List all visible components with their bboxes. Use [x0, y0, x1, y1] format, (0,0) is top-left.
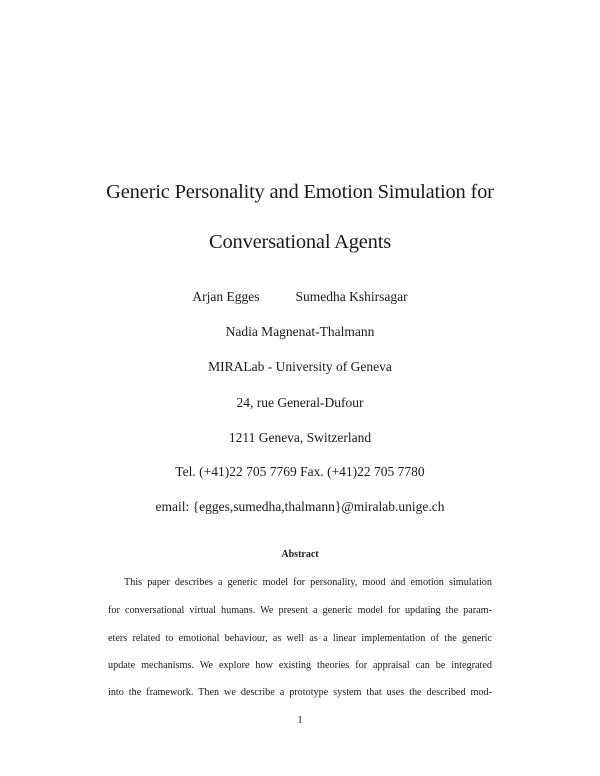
author-name-second: Nadia Magnenat-Thalmann	[225, 324, 375, 339]
city-address: 1211 Geneva, Switzerland	[228, 430, 372, 445]
authors-row	[0, 289, 600, 305]
abstract-line: eters related to emotional behaviour, as well as a linear implementation of the generic	[108, 633, 492, 644]
title-line-1: Generic Personality and Emotion Simulation for	[106, 181, 494, 203]
phone-fax: Tel. (+41)22 705 7769 Fax. (+41)22 705 7780	[175, 464, 425, 479]
abstract-line: for conversational virtual humans. We present a generic model for updating the param-	[108, 605, 492, 616]
email-address: email: {egges,sumedha,thalmann}@miralab.unige.ch	[155, 499, 445, 514]
author-name: Sumedha Kshirsagar	[295, 289, 408, 304]
abstract-line: This paper describes a generic model for personality, mood and emotion simulation	[124, 577, 492, 588]
title-line-2: Conversational Agents	[209, 231, 391, 253]
abstract-line: into the framework. Then we describe a prototype system that uses the described mod-	[108, 687, 492, 698]
street-address: 24, rue General-Dufour	[236, 395, 364, 410]
author-name: Arjan Egges	[192, 289, 260, 304]
abstract-line: update mechanisms. We explore how existing theories for appraisal can be integrated	[108, 660, 492, 671]
page-number: 1	[297, 714, 303, 726]
affiliation: MIRALab - University of Geneva	[208, 359, 392, 374]
abstract-heading: Abstract	[281, 549, 319, 560]
